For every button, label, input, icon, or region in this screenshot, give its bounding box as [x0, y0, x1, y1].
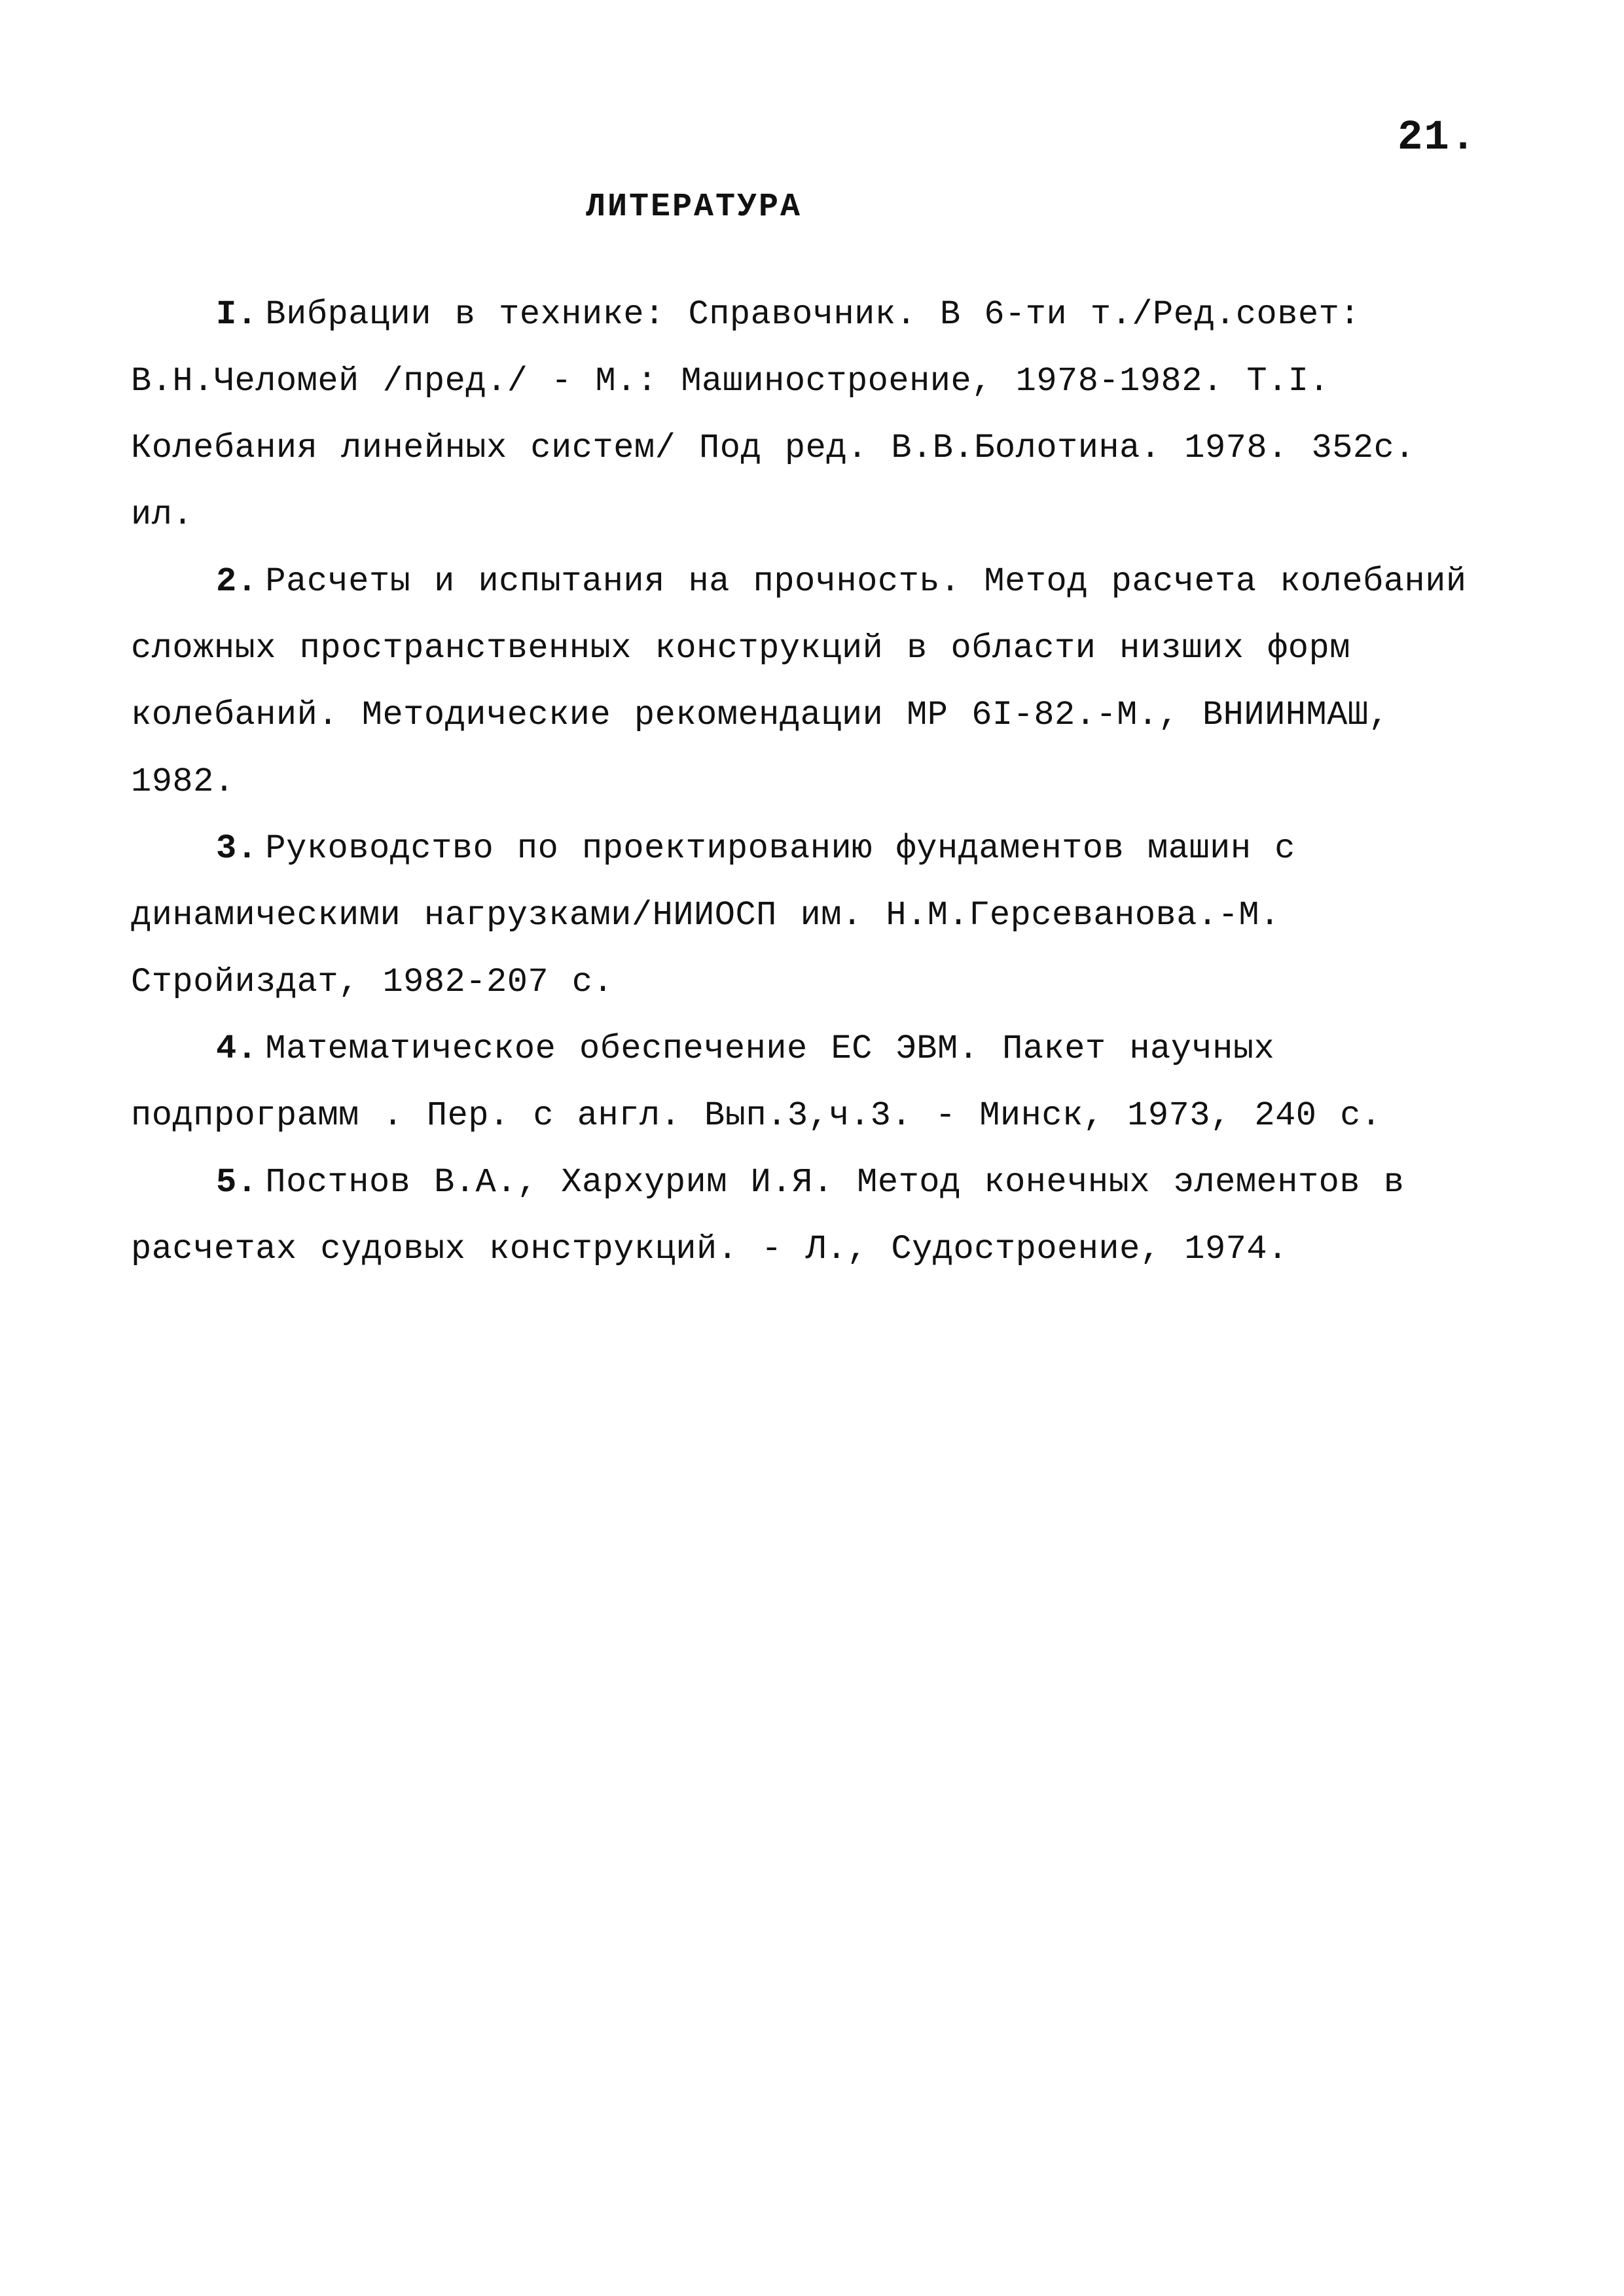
reference-text: Вибрации в технике: Справочник. В 6-ти т./Ред.совет: В.Н.Челомей /пред./ - М.: Машиностроение, 1978-1982. Т.I. Колебания линейных систем/ Под ред. В.В.Болотина. 1978. 352с. ил. [131, 295, 1416, 534]
reference-item [131, 1016, 1492, 1149]
reference-number: 3. [216, 829, 258, 868]
reference-number: 2. [216, 562, 258, 601]
reference-item [131, 281, 1492, 548]
reference-item [131, 548, 1492, 816]
page-number: 21. [1398, 115, 1477, 162]
reference-text: Расчеты и испытания на прочность. Метод расчета колебаний сложных пространственных конструкций в области низших форм колебаний. Методические рекомендации МР 6I-82.-М., ВНИИНМАШ, 1982. [131, 562, 1467, 801]
reference-list [131, 281, 1492, 1283]
reference-item [131, 1149, 1492, 1283]
reference-number: I. [216, 295, 258, 334]
reference-text: Руководство по проектированию фундаментов машин с динамическими нагрузками/НИИОСП им. Н.М.Герсеванова.-М. Стройиздат, 1982-207 с. [131, 829, 1295, 1001]
page-title: ЛИТЕРАТУРА [586, 188, 803, 226]
reference-text: Постнов В.А., Хархурим И.Я. Метод конечных элементов в расчетах судовых конструкций. - Л., Судостроение, 1974. [131, 1163, 1405, 1268]
reference-number: 5. [216, 1163, 258, 1202]
reference-number: 4. [216, 1030, 258, 1068]
reference-item [131, 816, 1492, 1016]
reference-text: Математическое обеспечение ЕС ЭВМ. Пакет научных подпрограмм . Пер. с англ. Вып.3,ч.3. - Минск, 1973, 240 с. [131, 1030, 1382, 1135]
